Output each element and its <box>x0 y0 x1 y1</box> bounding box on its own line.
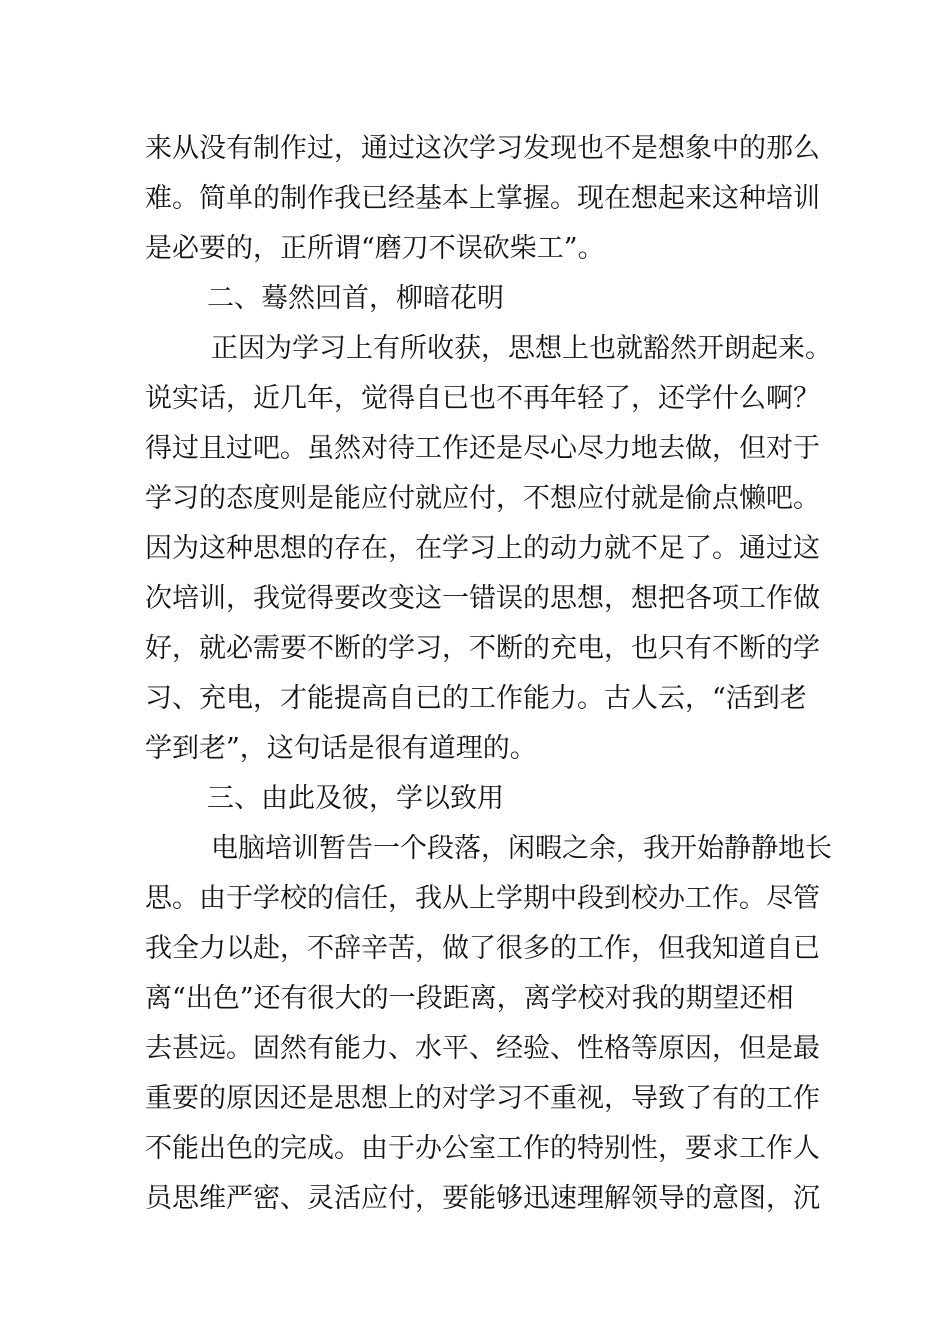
text-line: 次培训，我觉得要改变这一错误的思想，想把各项工作做 <box>145 583 820 614</box>
text-line: 是必要的，正所谓“磨刀不误砍柴工”。 <box>145 233 605 264</box>
text-line: 好，就必需要不断的学习，不断的充电，也只有不断的学 <box>145 633 820 664</box>
text-line: 重要的原因还是思想上的对学习不重视，导致了有的工作 <box>145 1083 820 1114</box>
text-line: 去甚远。固然有能力、水平、经验、性格等原因，但是最 <box>145 1033 820 1064</box>
section-heading: 三、由此及彼，学以致用 <box>207 783 504 814</box>
text-line: 我全力以赴，不辞辛苦，做了很多的工作，但我知道自已 <box>145 933 820 964</box>
document-body <box>145 124 832 1224</box>
text-line: 难。简单的制作我已经基本上掌握。现在想起来这种培训 <box>145 183 820 214</box>
text-line: 说实话，近几年，觉得自已也不再年轻了，还学什么啊？ <box>145 383 820 414</box>
text-line: 员思维严密、灵活应付，要能够迅速理解领导的意图，沉 <box>145 1183 820 1214</box>
text-line: 习、充电，才能提高自已的工作能力。古人云，“活到老 <box>145 683 807 714</box>
text-line: 电脑培训暂告一个段落，闲暇之余，我开始静静地长 <box>211 833 832 864</box>
text-line: 学习的态度则是能应付就应付，不想应付就是偷点懒吧。 <box>145 483 820 514</box>
text-line: 离“出色”还有很大的一段距离，离学校对我的期望还相 <box>145 983 794 1014</box>
text-line: 正因为学习上有所收获，思想上也就豁然开朗起来。 <box>211 333 832 364</box>
text-line: 因为这种思想的存在，在学习上的动力就不足了。通过这 <box>145 533 820 564</box>
text-line: 得过且过吧。虽然对待工作还是尽心尽力地去做，但对于 <box>145 433 820 464</box>
section-heading: 二、蓦然回首，柳暗花明 <box>207 283 504 314</box>
text-line: 学到老”，这句话是很有道理的。 <box>145 733 537 764</box>
text-line: 不能出色的完成。由于办公室工作的特别性，要求工作人 <box>145 1133 820 1164</box>
text-line: 来从没有制作过，通过这次学习发现也不是想象中的那么 <box>145 133 820 164</box>
text-line: 思。由于学校的信任，我从上学期中段到校办工作。尽管 <box>145 883 820 914</box>
